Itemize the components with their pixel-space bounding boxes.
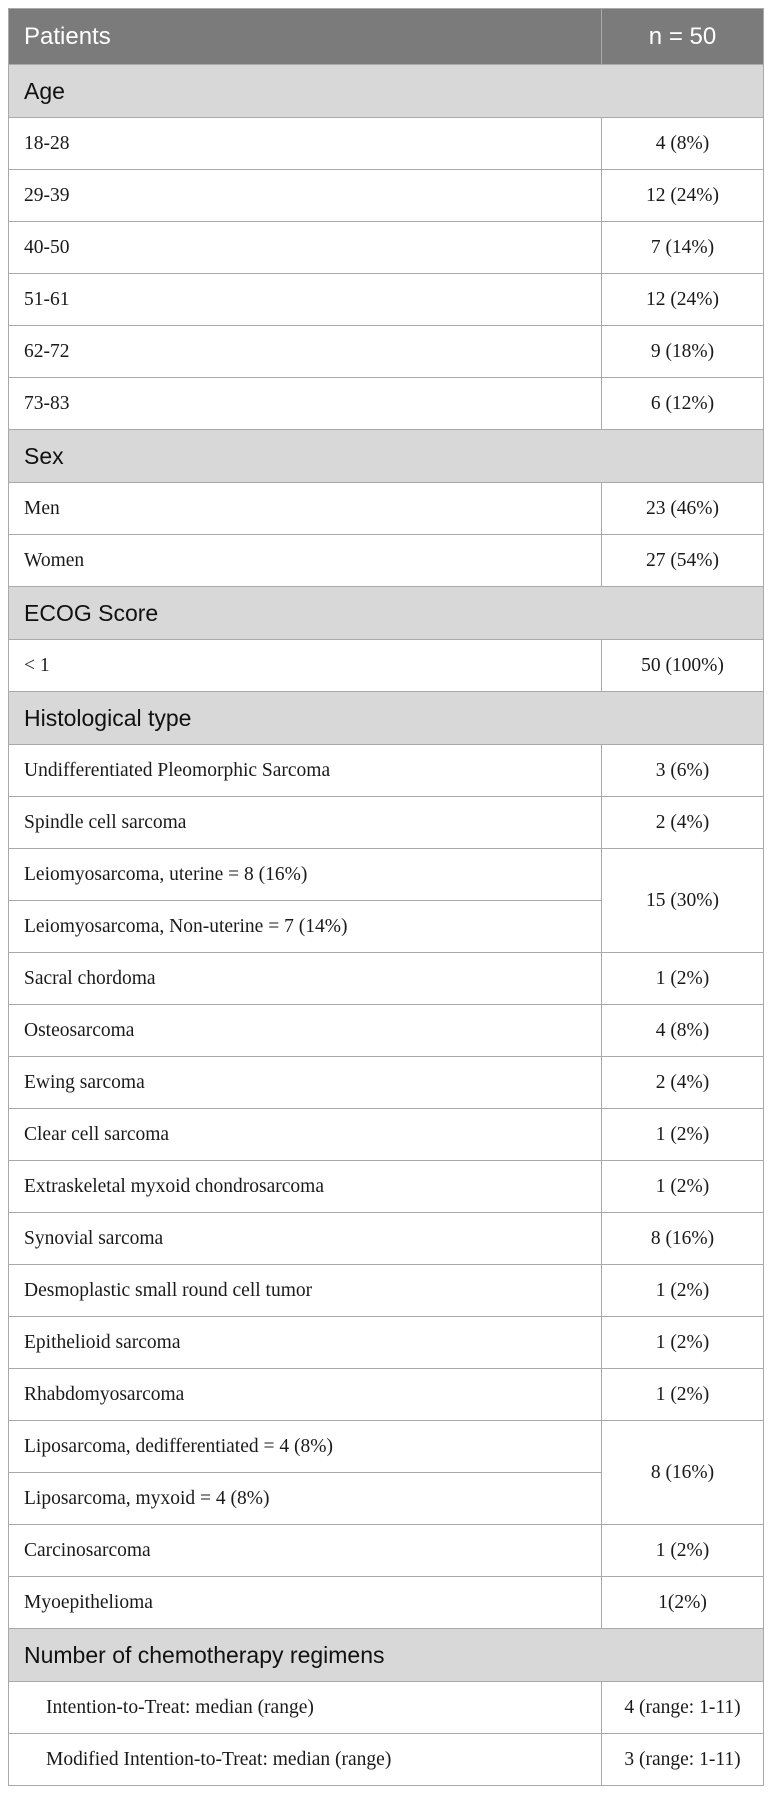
table-row (9, 640, 764, 692)
section-age (9, 65, 764, 118)
section-title: Number of chemotherapy regimens (9, 1629, 764, 1682)
row-value: 1 (2%) (602, 1265, 764, 1317)
row-value: 23 (46%) (602, 483, 764, 535)
row-label: < 1 (9, 640, 602, 692)
row-label: Leiomyosarcoma, uterine = 8 (16%) (9, 849, 602, 901)
header-value: n = 50 (602, 9, 764, 65)
row-label: Modified Intention-to-Treat: median (range) (9, 1734, 602, 1786)
table-row (9, 1109, 764, 1161)
row-value: 27 (54%) (602, 535, 764, 587)
header-row (9, 9, 764, 65)
table-row (9, 274, 764, 326)
row-value: 1 (2%) (602, 1317, 764, 1369)
row-label: Spindle cell sarcoma (9, 797, 602, 849)
table-row (9, 170, 764, 222)
row-label: 73-83 (9, 378, 602, 430)
table-row (9, 378, 764, 430)
section-sex (9, 430, 764, 483)
row-label: Carcinosarcoma (9, 1525, 602, 1577)
table-header (9, 9, 764, 65)
row-label: Men (9, 483, 602, 535)
row-label: Leiomyosarcoma, Non-uterine = 7 (14%) (9, 901, 602, 953)
table-row (9, 797, 764, 849)
row-value: 50 (100%) (602, 640, 764, 692)
table-row (9, 1734, 764, 1786)
row-label: Myoepithelioma (9, 1577, 602, 1629)
row-label: Epithelioid sarcoma (9, 1317, 602, 1369)
row-label: Ewing sarcoma (9, 1057, 602, 1109)
section-chemotherapy (9, 1629, 764, 1682)
table-row (9, 1265, 764, 1317)
table-row (9, 1577, 764, 1629)
section-title: Age (9, 65, 764, 118)
table-row (9, 483, 764, 535)
row-value: 4 (range: 1-11) (602, 1682, 764, 1734)
row-value: 1 (2%) (602, 1525, 764, 1577)
row-value: 4 (8%) (602, 1005, 764, 1057)
row-label: Extraskeletal myxoid chondrosarcoma (9, 1161, 602, 1213)
row-label: Women (9, 535, 602, 587)
table-row (9, 326, 764, 378)
row-value: 1 (2%) (602, 953, 764, 1005)
row-value: 2 (4%) (602, 1057, 764, 1109)
row-label: 40-50 (9, 222, 602, 274)
row-value: 6 (12%) (602, 378, 764, 430)
row-value: 3 (range: 1-11) (602, 1734, 764, 1786)
row-label: Intention-to-Treat: median (range) (9, 1682, 602, 1734)
table-row (9, 118, 764, 170)
row-label: Rhabdomyosarcoma (9, 1369, 602, 1421)
row-label: 18-28 (9, 118, 602, 170)
row-value: 15 (30%) (602, 849, 764, 953)
row-value: 3 (6%) (602, 745, 764, 797)
table-row (9, 1213, 764, 1265)
section-title: ECOG Score (9, 587, 764, 640)
section-title: Sex (9, 430, 764, 483)
row-value: 8 (16%) (602, 1213, 764, 1265)
row-label: Desmoplastic small round cell tumor (9, 1265, 602, 1317)
table-row (9, 745, 764, 797)
table-row (9, 1317, 764, 1369)
table-row (9, 1525, 764, 1577)
row-label: Clear cell sarcoma (9, 1109, 602, 1161)
table-row (9, 953, 764, 1005)
row-label: Synovial sarcoma (9, 1213, 602, 1265)
row-label: Osteosarcoma (9, 1005, 602, 1057)
row-value: 2 (4%) (602, 797, 764, 849)
row-label: Liposarcoma, myxoid = 4 (8%) (9, 1473, 602, 1525)
table-row (9, 1421, 764, 1473)
row-label: Sacral chordoma (9, 953, 602, 1005)
table-row (9, 1369, 764, 1421)
row-value: 4 (8%) (602, 118, 764, 170)
header-label: Patients (9, 9, 602, 65)
table-row (9, 1057, 764, 1109)
table-row (9, 849, 764, 901)
table-row (9, 222, 764, 274)
row-value: 12 (24%) (602, 170, 764, 222)
section-ecog (9, 587, 764, 640)
table-row (9, 535, 764, 587)
table-row (9, 1005, 764, 1057)
row-value: 12 (24%) (602, 274, 764, 326)
row-value: 1(2%) (602, 1577, 764, 1629)
row-value: 7 (14%) (602, 222, 764, 274)
row-label: Liposarcoma, dedifferentiated = 4 (8%) (9, 1421, 602, 1473)
section-title: Histological type (9, 692, 764, 745)
table-row (9, 1161, 764, 1213)
row-value: 8 (16%) (602, 1421, 764, 1525)
section-histology (9, 692, 764, 745)
row-value: 1 (2%) (602, 1109, 764, 1161)
table-row (9, 1682, 764, 1734)
row-value: 1 (2%) (602, 1161, 764, 1213)
row-label: 62-72 (9, 326, 602, 378)
row-label: 29-39 (9, 170, 602, 222)
patient-characteristics-table (8, 8, 764, 1786)
row-label: Undifferentiated Pleomorphic Sarcoma (9, 745, 602, 797)
row-value: 1 (2%) (602, 1369, 764, 1421)
row-label: 51-61 (9, 274, 602, 326)
row-value: 9 (18%) (602, 326, 764, 378)
